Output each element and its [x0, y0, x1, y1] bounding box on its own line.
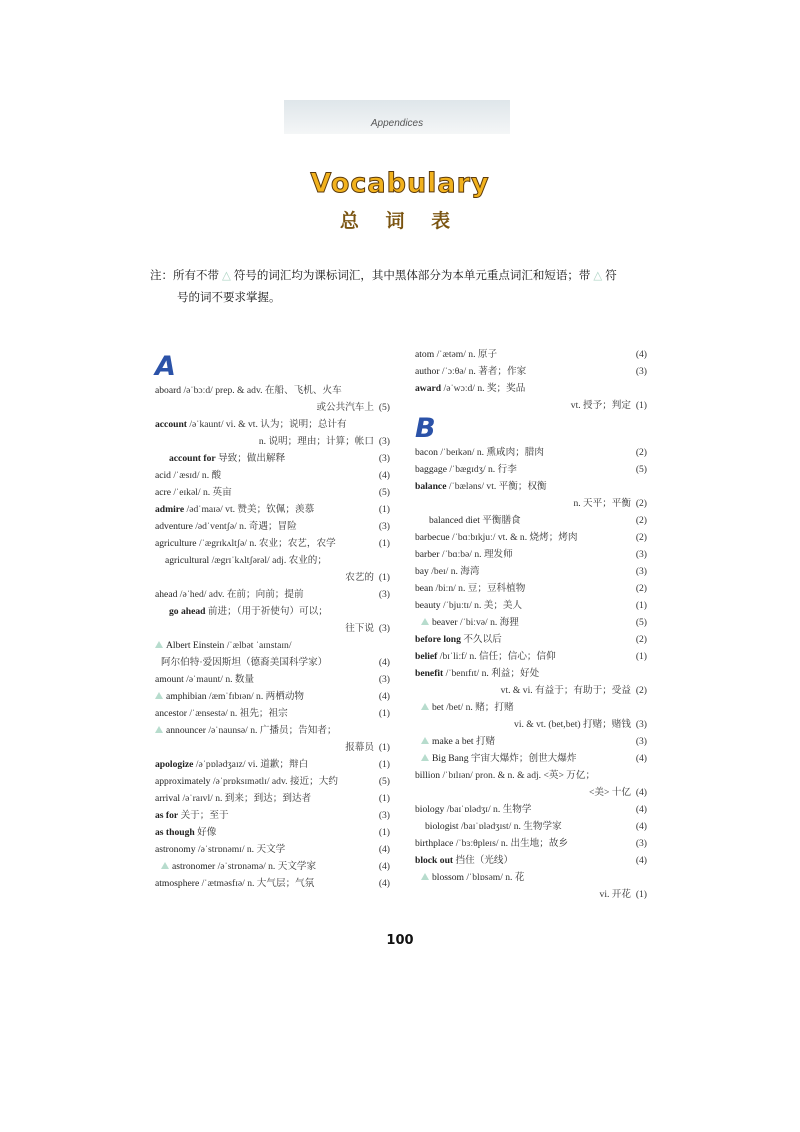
vocab-word: biology	[415, 804, 445, 815]
unit-number: (5)	[635, 617, 647, 628]
triangle-icon: △	[593, 268, 603, 282]
vocab-entry	[155, 603, 390, 620]
vocab-definition: /ˈbægɪdʒ/ n. 行李	[446, 464, 517, 475]
vocab-entry	[155, 552, 390, 569]
unit-number: (5)	[378, 487, 390, 498]
vocab-entry	[415, 750, 647, 767]
note-text-3: 符	[605, 268, 617, 282]
vocab-word: Big Bang	[432, 753, 469, 764]
vocab-entry	[155, 620, 390, 637]
vocab-definition: /ˈeɪkəl/ n. 英亩	[170, 487, 232, 498]
vocab-definition: /ˈænsestə/ n. 祖先；祖宗	[186, 708, 288, 719]
unit-number: (3)	[378, 623, 390, 634]
vocab-word: aboard	[155, 385, 182, 396]
vocab-entry	[415, 835, 647, 852]
vocab-word: astronomer	[172, 861, 216, 872]
page-subtitle: 总 词 表	[339, 210, 461, 232]
vocab-entry	[415, 852, 647, 869]
vocab-entry	[415, 563, 647, 580]
vocab-definition: /əˈstrɒnəmɪ/ n. 天文学	[195, 844, 286, 855]
vocab-word: agricultural	[165, 555, 210, 566]
entry-list	[155, 382, 390, 892]
unit-number: (3)	[378, 810, 390, 821]
vocab-definition: vi. & vt. (bet,bet) 打赌；赌钱	[514, 719, 631, 730]
unit-number: (3)	[635, 566, 647, 577]
vocab-definition: 报幕员	[345, 742, 374, 753]
unit-number: (4)	[378, 844, 390, 855]
unit-number: (1)	[378, 572, 390, 583]
vocab-definition: /ˈbjuːtɪ/ n. 美；美人	[440, 600, 523, 611]
vocab-word: ancestor	[155, 708, 187, 719]
triangle-icon	[155, 726, 163, 733]
vocab-entry	[155, 399, 390, 416]
unit-number: (3)	[378, 674, 390, 685]
vocab-entry	[155, 824, 390, 841]
vocab-definition: 好像	[194, 827, 217, 838]
unit-number: (4)	[378, 878, 390, 889]
vocab-entry	[155, 756, 390, 773]
vocab-word: blossom	[432, 872, 464, 883]
unit-number: (3)	[635, 366, 647, 377]
vocab-entry	[155, 705, 390, 722]
vocab-definition: /ədˈventʃə/ n. 奇遇；冒险	[192, 521, 297, 532]
vocab-entry	[415, 716, 647, 733]
section-header: Appendices	[370, 118, 424, 129]
vocab-entry	[155, 790, 390, 807]
vocab-definition: /ˈbɑːbɪkjuː/ vt. & n. 烧烤；烤肉	[449, 532, 578, 543]
vocab-definition: /ˈblɒsəm/ n. 花	[464, 872, 525, 883]
vocab-definition: /ˈætəm/ n. 原子	[434, 349, 498, 360]
vocab-word: block out	[415, 855, 454, 866]
vocab-entry	[155, 382, 390, 399]
section-letter-b: B	[415, 413, 436, 444]
vocab-word: benefit	[415, 668, 444, 679]
vocab-definition: vi. 开花	[599, 889, 631, 900]
vocab-definition: /ˈbæləns/ vt. 平衡；权衡	[446, 481, 547, 492]
vocab-word: barbecue	[415, 532, 450, 543]
vocab-definition: /ˈbɪlɪən/ pron. & n. & adj. <英> 万亿；	[440, 770, 596, 781]
vocab-definition: /ˈɔːθə/ n. 著者；作家	[439, 366, 527, 377]
vocab-entry	[415, 478, 647, 495]
vocab-definition: vt. & vi. 有益于；有助于；受益	[500, 685, 631, 696]
unit-number: (1)	[378, 827, 390, 838]
vocab-definition: n. 说明；理由；计算；帐口	[258, 436, 374, 447]
unit-number: (4)	[378, 691, 390, 702]
vocab-definition: /æmˈfɪbɪən/ n. 两栖动物	[206, 691, 305, 702]
unit-number: (2)	[635, 583, 647, 594]
vocab-entry	[415, 682, 647, 699]
vocab-entry	[415, 546, 647, 563]
vocab-word: amphibian	[166, 691, 207, 702]
vocab-definition: <美> 十亿	[588, 787, 631, 798]
vocab-word: billion	[415, 770, 441, 781]
vocab-entry	[415, 363, 647, 380]
unit-number: (1)	[378, 742, 390, 753]
vocab-entry	[415, 614, 647, 631]
vocab-word: birthplace	[415, 838, 454, 849]
vocab-word: go ahead	[169, 606, 206, 617]
unit-number: (1)	[635, 651, 647, 662]
triangle-icon: △	[222, 268, 231, 282]
vocab-entry	[155, 433, 390, 450]
vocab-definition: /ægrɪˈkʌltʃərəl/ adj. 农业的；	[209, 555, 327, 566]
unit-number: (3)	[378, 436, 390, 447]
vocab-entry	[415, 631, 647, 648]
unit-number: (1)	[378, 504, 390, 515]
vocab-definition: 前进；（用于祈使句）可以；	[205, 606, 328, 617]
vocab-entry	[415, 886, 647, 903]
vocab-word: admire	[155, 504, 185, 515]
unit-number: (1)	[378, 793, 390, 804]
vocab-definition: /əˈraɪvl/ n. 到来；到达；到达者	[180, 793, 312, 804]
vocab-entry	[155, 739, 390, 756]
vocab-entry	[155, 654, 390, 671]
unit-number: (1)	[378, 538, 390, 549]
vocab-entry	[155, 416, 390, 433]
note	[150, 264, 650, 308]
vocab-word: bay	[415, 566, 429, 577]
vocab-definition: 往下说	[345, 623, 374, 634]
vocab-entry	[415, 597, 647, 614]
unit-number: (4)	[378, 470, 390, 481]
vocab-definition: /əˈhed/ adv. 在前；向前；提前	[177, 589, 304, 600]
vocab-word: make a bet	[432, 736, 474, 747]
vocab-definition: /bɪˈliːf/ n. 信任；信心；信仰	[437, 651, 556, 662]
vocab-word: apologize	[155, 759, 194, 770]
vocab-entry	[155, 807, 390, 824]
vocab-word: biologist	[425, 821, 459, 832]
vocab-definition: 挡住（光线）	[453, 855, 514, 866]
unit-number: (4)	[635, 349, 647, 360]
vocab-word: balanced diet	[429, 515, 480, 526]
unit-number: (3)	[378, 589, 390, 600]
vocab-word: atmosphere	[155, 878, 200, 889]
vocab-entry	[155, 875, 390, 892]
unit-number: (4)	[635, 787, 647, 798]
vocab-definition: /ˈæsɪd/ n. 酸	[170, 470, 222, 481]
unit-number: (3)	[378, 521, 390, 532]
vocab-entry	[155, 722, 390, 739]
vocab-entry	[415, 461, 647, 478]
vocab-definition: /ˈbiːvə/ n. 海狸	[457, 617, 519, 628]
unit-number: (1)	[635, 889, 647, 900]
triangle-icon	[421, 703, 429, 710]
vocab-word: agriculture	[155, 538, 197, 549]
triangle-icon	[155, 641, 163, 648]
section-letter-a: A	[155, 351, 176, 382]
vocab-word: bean	[415, 583, 434, 594]
vocab-entry	[415, 529, 647, 546]
unit-number: (4)	[635, 855, 647, 866]
vocab-word: amount	[155, 674, 184, 685]
vocab-definition: /ədˈmaɪə/ vt. 赞美；钦佩；羡慕	[184, 504, 315, 515]
vocab-entry	[415, 346, 647, 363]
page-title: Vocabulary	[310, 168, 490, 199]
triangle-icon	[421, 754, 429, 761]
vocab-entry	[415, 648, 647, 665]
vocab-word: acre	[155, 487, 171, 498]
vocab-word: adventure	[155, 521, 193, 532]
unit-number: (5)	[635, 464, 647, 475]
unit-number: (3)	[635, 719, 647, 730]
vocab-definition: /biːn/ n. 豆；豆科植物	[433, 583, 526, 594]
vocab-entry	[415, 699, 647, 716]
unit-number: (4)	[635, 821, 647, 832]
vocab-entry	[155, 773, 390, 790]
vocab-word: before long	[415, 634, 461, 645]
vocab-word: bet	[432, 702, 444, 713]
vocab-word: Albert Einstein	[166, 640, 225, 651]
vocab-entry	[155, 688, 390, 705]
vocab-entry	[155, 518, 390, 535]
vocab-entry	[155, 671, 390, 688]
unit-number: (1)	[635, 400, 647, 411]
vocab-entry	[155, 637, 390, 654]
vocab-word: as though	[155, 827, 195, 838]
vocab-definition: 阿尔伯特·爱因斯坦（德裔美国科学家）	[161, 657, 328, 668]
vocab-word: barber	[415, 549, 440, 560]
vocab-definition: 平衡膳食	[479, 515, 521, 526]
vocab-entry	[155, 569, 390, 586]
vocab-definition: /əˈbɔːd/ prep. & adv. 在船、飞机、火车	[181, 385, 342, 396]
vocab-entry	[415, 444, 647, 461]
unit-number: (3)	[635, 838, 647, 849]
note-text-1: 注：所有不带	[150, 268, 219, 282]
unit-number: (3)	[635, 736, 647, 747]
vocab-entry	[415, 665, 647, 682]
vocab-entry	[415, 512, 647, 529]
vocab-entry	[415, 397, 647, 414]
unit-number: (2)	[635, 685, 647, 696]
vocab-entry	[415, 580, 647, 597]
left-column	[155, 352, 390, 892]
vocab-definition: n. 天平；平衡	[573, 498, 631, 509]
vocab-definition: /əˈpɒlədʒaɪz/ vi. 道歉；辩白	[193, 759, 309, 770]
unit-number: (2)	[635, 498, 647, 509]
unit-number: (5)	[378, 402, 390, 413]
vocab-definition: /əˈstrɒnəmə/ n. 天文学家	[215, 861, 317, 872]
vocab-word: approximately	[155, 776, 211, 787]
vocab-definition: vt. 授予；判定	[570, 400, 631, 411]
vocab-definition: 或公共汽车上	[316, 402, 374, 413]
unit-number: (2)	[635, 447, 647, 458]
vocab-definition: /ˈbeɪkən/ n. 熏咸肉；腊肉	[437, 447, 544, 458]
vocab-entry	[415, 380, 647, 397]
triangle-icon	[155, 692, 163, 699]
vocab-word: belief	[415, 651, 438, 662]
vocab-definition: /bet/ n. 赌；打赌	[443, 702, 514, 713]
vocab-word: baggage	[415, 464, 447, 475]
vocab-word: beauty	[415, 600, 441, 611]
unit-number: (2)	[635, 634, 647, 645]
vocab-definition: /beɪ/ n. 海湾	[428, 566, 480, 577]
vocab-word: announcer	[166, 725, 206, 736]
unit-number: (4)	[635, 753, 647, 764]
triangle-icon	[421, 618, 429, 625]
unit-number: (5)	[378, 776, 390, 787]
vocab-entry	[155, 586, 390, 603]
vocab-word: award	[415, 383, 442, 394]
vocab-definition: 打赌	[473, 736, 496, 747]
vocab-entry	[415, 784, 647, 801]
vocab-word: author	[415, 366, 440, 377]
vocab-word: ahead	[155, 589, 178, 600]
vocab-definition: /əˈprɒksɪmətlɪ/ adv. 接近；大约	[210, 776, 338, 787]
vocab-entry	[415, 818, 647, 835]
vocab-entry	[155, 858, 390, 875]
vocab-definition: /baɪˈɒlədʒɪst/ n. 生物学家	[458, 821, 562, 832]
vocab-word: acid	[155, 470, 171, 481]
unit-number: (4)	[635, 804, 647, 815]
vocab-definition: 宇宙大爆炸；创世大爆炸	[468, 753, 577, 764]
vocab-word: astronomy	[155, 844, 196, 855]
unit-number: (3)	[378, 453, 390, 464]
vocab-word: balance	[415, 481, 447, 492]
triangle-icon	[421, 873, 429, 880]
vocab-definition: 导致；做出解释	[215, 453, 286, 464]
vocab-definition: /baɪˈɒlədʒɪ/ n. 生物学	[444, 804, 532, 815]
vocab-definition: 关于；至于	[178, 810, 229, 821]
vocab-definition: /ˈbɑːbə/ n. 理发师	[439, 549, 513, 560]
vocab-entry	[155, 841, 390, 858]
triangle-icon	[161, 862, 169, 869]
vocab-entry	[415, 767, 647, 784]
vocab-definition: /ˈbenɪfɪt/ n. 利益；好处	[443, 668, 540, 679]
right-column	[415, 346, 647, 903]
unit-number: (4)	[378, 657, 390, 668]
note-text-2: 符号的词汇均为课标词汇，其中黑体部分为本单元重点词汇和短语；带	[233, 268, 591, 282]
vocab-entry	[155, 484, 390, 501]
unit-number: (4)	[378, 861, 390, 872]
vocab-definition: /ˈælbət ˈaɪnstaɪn/	[224, 640, 292, 651]
page-number: 100	[386, 933, 414, 948]
note-text-4: 号的词不要求掌握。	[177, 290, 281, 304]
vocab-entry	[155, 535, 390, 552]
unit-number: (2)	[635, 532, 647, 543]
vocab-entry	[415, 869, 647, 886]
vocab-definition: /əˈwɔːd/ n. 奖；奖品	[441, 383, 526, 394]
entry-list	[415, 444, 647, 903]
vocab-word: beaver	[432, 617, 458, 628]
vocab-definition: /əˈmaunt/ n. 数量	[183, 674, 255, 685]
vocab-word: account for	[169, 453, 216, 464]
vocab-word: arrival	[155, 793, 181, 804]
unit-number: (1)	[378, 759, 390, 770]
vocab-definition: /əˈnaunsə/ n. 广播员；告知者；	[205, 725, 337, 736]
unit-number: (3)	[635, 549, 647, 560]
vocab-entry	[155, 467, 390, 484]
vocab-word: atom	[415, 349, 435, 360]
entry-list	[415, 346, 647, 414]
vocab-entry	[415, 801, 647, 818]
vocab-word: bacon	[415, 447, 438, 458]
vocab-entry	[415, 495, 647, 512]
vocab-definition: /ˈætməsfɪə/ n. 大气层；气氛	[199, 878, 315, 889]
vocab-entry	[155, 501, 390, 518]
vocab-definition: 农艺的	[345, 572, 374, 583]
unit-number: (2)	[635, 515, 647, 526]
triangle-icon	[421, 737, 429, 744]
vocab-word: as for	[155, 810, 179, 821]
vocab-entry	[415, 733, 647, 750]
vocab-definition: /ˈbɜːθpleɪs/ n. 出生地；故乡	[453, 838, 569, 849]
vocab-entry	[155, 450, 390, 467]
vocab-word: account	[155, 419, 187, 430]
unit-number: (1)	[378, 708, 390, 719]
unit-number: (1)	[635, 600, 647, 611]
vocab-definition: /əˈkaunt/ vi. & vt. 认为；说明；总计有	[186, 419, 347, 430]
vocab-definition: 不久以后	[460, 634, 502, 645]
vocab-definition: /ˈægrɪkʌltʃə/ n. 农业；农艺，农学	[196, 538, 336, 549]
